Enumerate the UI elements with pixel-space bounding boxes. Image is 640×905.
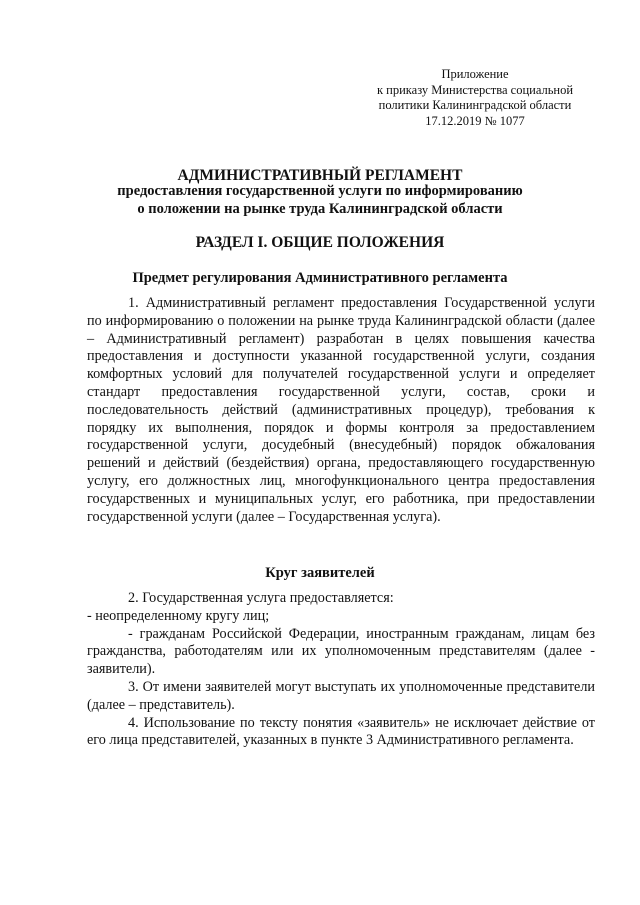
list-item-1: - неопределенному кругу лиц; [87, 607, 270, 624]
document-subtitle-line2: о положении на рынке труда Калининградской области [137, 201, 503, 217]
appendix-block [366, 67, 584, 129]
section-title: РАЗДЕЛ I. ОБЩИЕ ПОЛОЖЕНИЯ [195, 234, 445, 251]
document-title: АДМИНИСТРАТИВНЫЙ РЕГЛАМЕНТ [177, 167, 463, 184]
subsection-title-applicants: Круг заявителей [265, 565, 375, 581]
appendix-order-ref: к приказу Министерства социальной [376, 82, 574, 97]
appendix-date-number: 17.12.2019 № 1077 [425, 113, 525, 128]
paragraph-1: 1. Административный регламент предоставления Государственной услуги по информированию о положении на рынке труда Калининградской области (далее – Административный регламент) разработан в целях повышения качества предоставления и доступности указанной государственной услуги, создания комфортных условий для получателей государственной услуги и определяет стандарт предоставления государственной услуги, состав, сроки и последовательность действий (административных процедур), требования к порядку их выполнения, порядок и формы контроля за предоставлением государственной услуги, досудебный (внесудебный) порядок обжалования решений и действий (бездействия) органа, предоставляющего государственную услугу, его должностных лиц, многофункционального центра предоставления государственных и муниципальных услуг, его работника, при предоставлении государственной услуги (далее – Государственная услуга). [87, 295, 595, 525]
list-item-2: - гражданам Российской Федерации, иностранным гражданам, лицам без гражданства, работодателям или их уполномоченным представителям (далее - заявители). [87, 625, 595, 678]
appendix-ministry: политики Калининградской области [378, 98, 572, 112]
document-subtitle-line1: предоставления государственной услуги по информированию [117, 183, 523, 199]
appendix-label: Приложение [441, 67, 509, 81]
subsection-title-subject: Предмет регулирования Административного регламента [132, 270, 508, 286]
paragraph-4: 4. Использование по тексту понятия «заявитель» не исключает действие от его лица представителей, указанных в пункте 3 Административного регламента. [87, 714, 595, 749]
paragraph-2: 2. Государственная услуга предоставляется: [128, 590, 394, 606]
paragraph-3: 3. От имени заявителей могут выступать их уполномоченные представители (далее – представитель). [87, 678, 595, 713]
applicants-block [87, 590, 595, 750]
